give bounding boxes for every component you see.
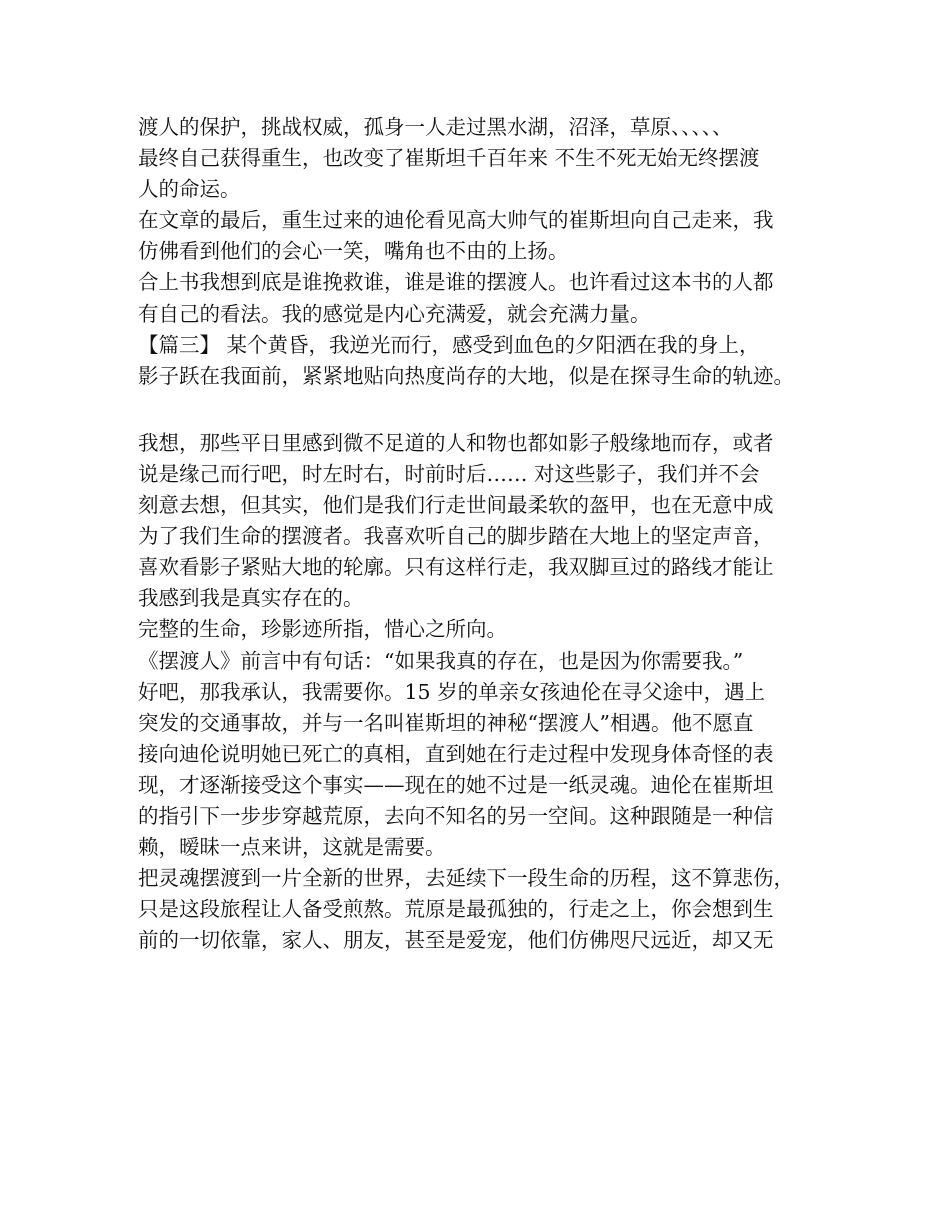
- text-line: 我感到我是真实存在的。: [138, 586, 364, 611]
- text-line: 在文章的最后，重生过来的迪伦看见高大帅气的崔斯坦向自己走来，我: [138, 208, 774, 233]
- text-line: 仿佛看到他们的会心一笑，嘴角也不由的上扬。: [138, 239, 569, 264]
- text-line: 接向迪伦说明她已死亡的真相，直到她在行走过程中发现身体奇怪的表: [138, 741, 774, 766]
- text-line: 喜欢看影子紧贴大地的轮廓。只有这样行走，我双脚亘过的路线才能让: [138, 555, 774, 580]
- text-line: 只是这段旅程让人备受煎熬。荒原是最孤独的，行走之上，你会想到生: [138, 897, 774, 922]
- text-line: 渡人的保护，挑战权威，孤身一人走过黑水湖，沼泽，草原、、、、、: [138, 115, 733, 139]
- text-line: 现，才逐渐接受这个事实——现在的她不过是一纸灵魂。迪伦在崔斯坦: [138, 772, 774, 797]
- text-line: 有自己的看法。我的感觉是内心充满爱，就会充满力量。: [138, 301, 651, 326]
- text-line: 赖，暧昧一点来讲，这就是需要。: [138, 835, 446, 860]
- text-line: 前的一切依靠，家人、朋友，甚至是爱宠，他们仿佛咫尺远近，却又无: [138, 928, 774, 953]
- text-line: 刻意去想，但其实，他们是我们行走世间最柔软的盔甲，也在无意中成: [138, 493, 774, 518]
- section-heading-line: 【篇三】 某个黄昏，我逆光而行，感受到血色的夕阳洒在我的身上，: [138, 332, 760, 357]
- text-line: 突发的交通事故，并与一名叫崔斯坦的神秘“摆渡人”相遇。他不愿直: [138, 710, 754, 735]
- body-text: [138, 112, 838, 956]
- text-line: 为了我们生命的摆渡者。我喜欢听自己的脚步踏在大地上的坚定声音，: [138, 524, 774, 549]
- text-line: 影子跃在我面前，紧紧地贴向热度尚存的大地，似是在探寻生命的轨迹。: [138, 363, 794, 388]
- text-line: 把灵魂摆渡到一片全新的世界，去延续下一段生命的历程，这不算悲伤，: [138, 866, 794, 891]
- text-line: 合上书我想到底是谁挽救谁，谁是谁的摆渡人。也许看过这本书的人都: [138, 270, 774, 295]
- text-line: 最终自己获得重生，也改变了崔斯坦千百年来 不生不死无始无终摆渡: [138, 146, 760, 171]
- text-line: 好吧，那我承认，我需要你。15 岁的单亲女孩迪伦在寻父途中，遇上: [138, 679, 766, 704]
- text-line: 人的命运。: [138, 177, 241, 202]
- paragraph-gap: [138, 392, 838, 428]
- text-line: 完整的生命，珍影迹所指，惜心之所向。: [138, 617, 507, 642]
- text-line: 的指引下一步步穿越荒原，去向不知名的另一空间。这种跟随是一种信: [138, 803, 774, 828]
- text-line: 《摆渡人》前言中有句话：“如果我真的存在，也是因为你需要我。”: [138, 648, 744, 673]
- text-line: 说是缘己而行吧，时左时右，时前时后…… 对这些影子，我们并不会: [138, 461, 760, 486]
- text-line: 我想，那些平日里感到微不足道的人和物也都如影子般缘地而存，或者: [138, 430, 774, 455]
